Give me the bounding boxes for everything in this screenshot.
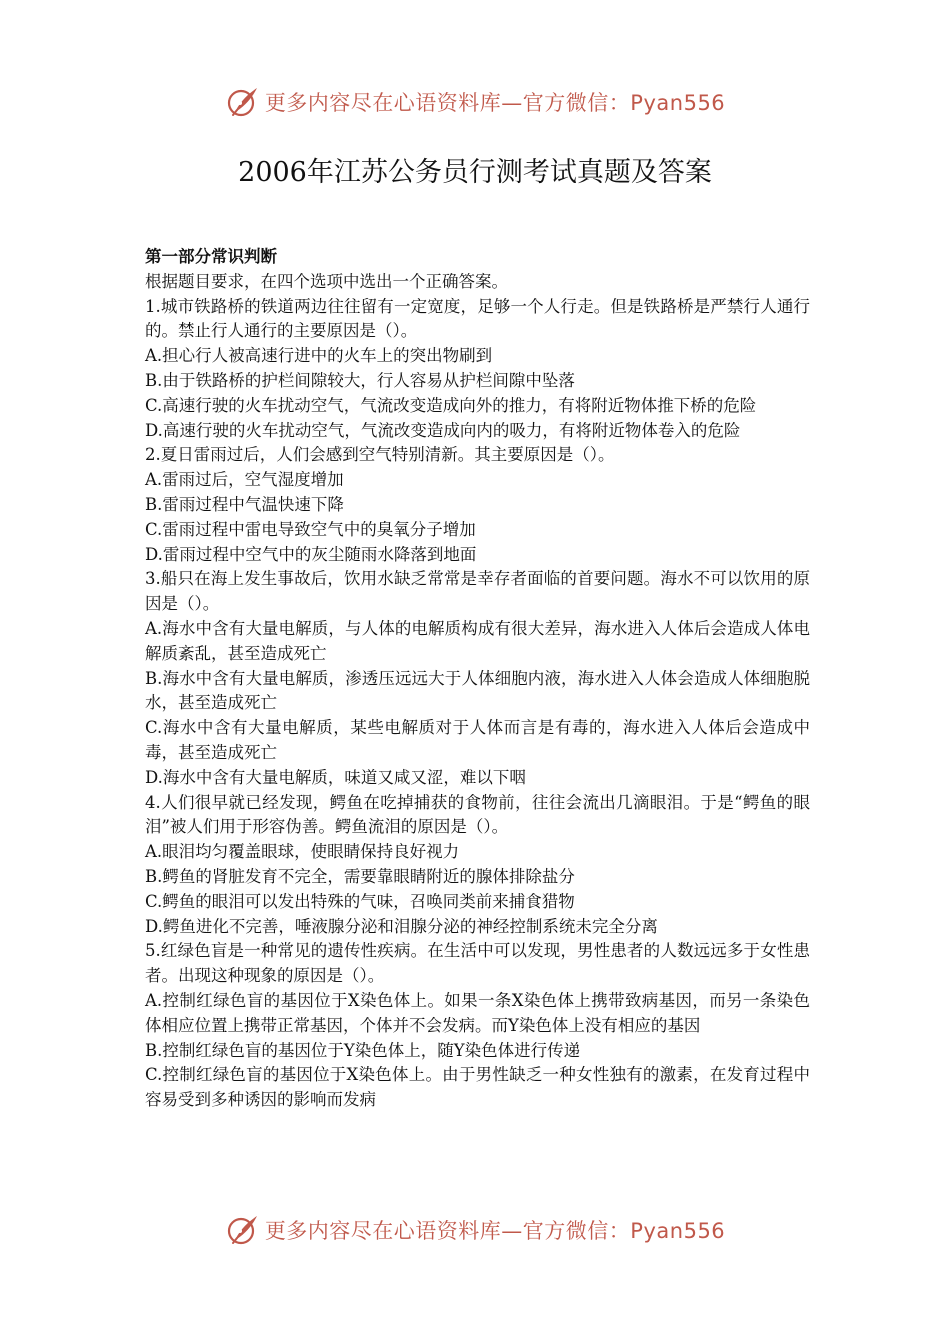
paragraph: A.控制红绿色盲的基因位于X染色体上。如果一条X染色体上携带致病基因，而另一条染色体相应位置上携带正常基因，个体并不会发病。而Y染色体上没有相应的基因 xyxy=(145,990,810,1035)
header-banner xyxy=(0,82,950,122)
paragraph: A.海水中含有大量电解质，与人体的电解质构成有很大差异，海水进入人体后会造成人体电解质紊乱，甚至造成死亡 xyxy=(145,618,810,663)
paragraph: 2.夏日雷雨过后，人们会感到空气特别清新。其主要原因是（）。 xyxy=(145,445,615,465)
paragraph: B.鳄鱼的肾脏发育不完全，需要靠眼睛附近的腺体排除盐分 xyxy=(145,866,575,886)
banner-text: 更多内容尽在心语资料库—官方微信：Pyan556 xyxy=(264,1219,726,1243)
paragraph: 5.红绿色盲是一种常见的遗传性疾病。在生活中可以发现，男性患者的人数远远多于女性患者。出现这种现象的原因是（）。 xyxy=(145,941,810,986)
paragraph: C.雷雨过程中雷电导致空气中的臭氧分子增加 xyxy=(145,519,476,539)
paragraph: B.雷雨过程中气温快速下降 xyxy=(145,494,344,514)
paragraph: 1.城市铁路桥的铁道两边往往留有一定宽度，足够一个人行走。但是铁路桥是严禁行人通行的。禁止行人通行的主要原因是（）。 xyxy=(145,296,810,341)
banner-text: 更多内容尽在心语资料库—官方微信：Pyan556 xyxy=(264,91,726,115)
paragraph: D.鳄鱼进化不完善，唾液腺分泌和泪腺分泌的神经控制系统未完全分离 xyxy=(145,916,658,936)
footer-banner xyxy=(0,1210,950,1250)
paragraph: A.雷雨过后，空气湿度增加 xyxy=(145,470,344,490)
page-title: 2006年江苏公务员行测考试真题及答案 xyxy=(238,157,712,188)
paragraph: 3.船只在海上发生事故后，饮用水缺乏常常是幸存者面临的首要问题。海水不可以饮用的原因是（）。 xyxy=(145,569,810,614)
paragraph: C.海水中含有大量电解质，某些电解质对于人体而言是有毒的，海水进入人体后会造成中毒，甚至造成死亡 xyxy=(145,718,810,762)
paragraph: C.高速行驶的火车扰动空气，气流改变造成向外的推力，有将附近物体推下桥的危险 xyxy=(145,395,757,415)
paragraph: D.海水中含有大量电解质，味道又咸又涩，难以下咽 xyxy=(145,767,526,787)
paragraph: D.高速行驶的火车扰动空气，气流改变造成向内的吸力，有将附近物体卷入的危险 xyxy=(145,420,741,440)
paragraph: B.海水中含有大量电解质，渗透压远远大于人体细胞内液，海水进入人体会造成人体细胞脱水，甚至造成死亡 xyxy=(145,668,810,713)
paragraph: C.鳄鱼的眼泪可以发出特殊的气味，召唤同类前来捕食猎物 xyxy=(145,891,575,911)
paragraph: A.担心行人被高速行进中的火车上的突出物刷到 xyxy=(145,346,493,366)
quill-pen-icon xyxy=(225,84,261,120)
paragraph: D.雷雨过程中空气中的灰尘随雨水降落到地面 xyxy=(145,544,477,564)
section-heading: 第一部分常识判断 xyxy=(145,247,277,266)
paragraph: B.控制红绿色盲的基因位于Y染色体上，随Y染色体进行传递 xyxy=(145,1040,581,1060)
paragraph: B.由于铁路桥的护栏间隙较大，行人容易从护栏间隙中坠落 xyxy=(145,370,575,390)
paragraph-list xyxy=(145,270,810,1113)
document-body xyxy=(145,245,810,1113)
paragraph: C.控制红绿色盲的基因位于X染色体上。由于男性缺乏一种女性独有的激素，在发育过程中容易受到多种诱因的影响而发病 xyxy=(145,1065,810,1110)
paragraph: A.眼泪均匀覆盖眼球，使眼睛保持良好视力 xyxy=(145,842,460,862)
quill-pen-icon xyxy=(225,1212,261,1248)
paragraph: 根据题目要求，在四个选项中选出一个正确答案。 xyxy=(145,271,508,291)
paragraph: 4.人们很早就已经发现，鳄鱼在吃掉捕获的食物前，往往会流出几滴眼泪。于是“鳄鱼的眼泪”被人们用于形容伪善。鳄鱼流泪的原因是（）。 xyxy=(145,792,810,837)
